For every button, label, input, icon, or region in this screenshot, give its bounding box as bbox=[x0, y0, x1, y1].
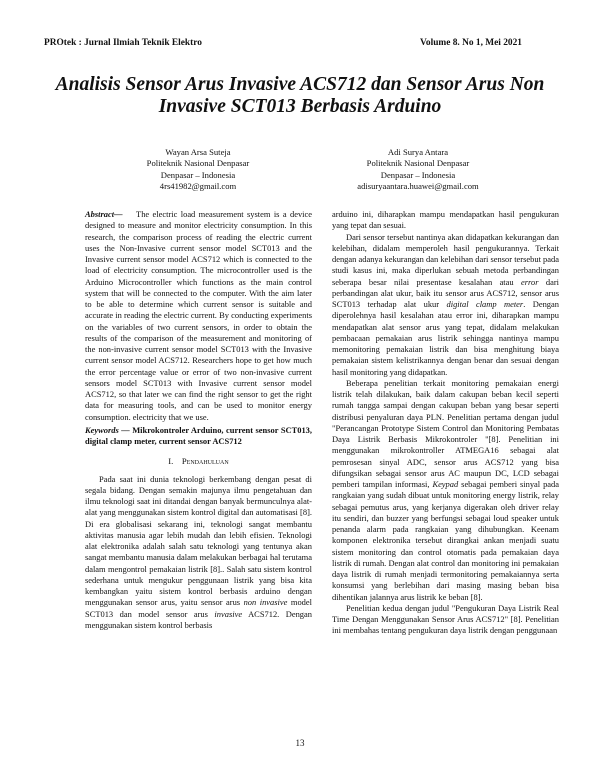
body-paragraph bbox=[332, 232, 559, 378]
author-name: Wayan Arsa Suteja bbox=[165, 147, 231, 157]
body-text: . Dengan diperolehnya hasil kesalahan atau error ini, diharapkan mampu mendapatkan alat sensor arus yang tepat, didalam melakukan pembacaan pemakaian arus listrik sehingga nantinya mampu memonitoring pemakaian listrik dan bisa menghitung biaya pemakaian sistem kelistrikannya dengan benar dan sesuai dengan hasil monitoring yang didapatkan. bbox=[332, 299, 559, 377]
body-text: Dari sensor tersebut nantinya akan didapatkan kekurangan dan kelebihan, didalam memperoleh hasil pengukurannya. Terkait dengan adanya kekurangan dan kelebihan dari sensor tersebut pada studi kasus ini, maka diperlukan sebuah metoda perbandingan seberapa besar nilai presentase kesalahan atau bbox=[332, 231, 559, 287]
section-number: I. bbox=[168, 456, 174, 467]
author-name: Adi Surya Antara bbox=[387, 147, 449, 157]
abstract-label: Abstract— bbox=[85, 209, 123, 219]
page-number: 13 bbox=[295, 738, 305, 748]
body-paragraph bbox=[332, 378, 559, 603]
section-title: Pendahuluan bbox=[181, 456, 229, 467]
right-column bbox=[332, 209, 559, 637]
intro-italic: non invasive bbox=[243, 597, 288, 608]
intro-paragraph bbox=[85, 474, 312, 632]
journal-name: PROtek : Jurnal Ilmiah Teknik Elektro bbox=[44, 38, 202, 48]
author-email: 4rs41982@gmail.com bbox=[159, 181, 237, 192]
author-email: adisuryaantara.huawei@gmail.com bbox=[357, 181, 479, 192]
intro-italic: invasive bbox=[214, 608, 243, 619]
body-italic: Keypad bbox=[432, 479, 459, 489]
abstract-text: The electric load measurement system is a device designed to measure and monitor electricity consumption. In this research, the comparison process of reading the electric current uses the Non-Invasive current sensor model SCT013 and the Invasive current sensor model ACS712 which is connected to the load of electricity consumption. The microcontroller used is the Arduino Microcontroller which functions as the main control system that will be connected to the computer. With the aim later to be able to determine which current sensor is suitable and accurate in reading the electric current. By conducting experiments on the variables of two current sensors, in order to obtain the results of the comparison of the measurement and monitoring of the non-invasive current sensor model SCT013 with the Invasive current sensor model ACS712. Researchers hope to get how much the error percentage value or error of two non-invasive current sensors model SCT013 with Invasive current sensor model ACS712, so that later we can find the right sensor to get the right data for measuring tools, and can be used to monitor energy consumption. electricity that we use. bbox=[85, 209, 312, 422]
author-block-1 bbox=[98, 147, 298, 193]
body-paragraph: arduino ini, diharapkan mampu mendapatkan hasil pengukuran yang tepat dan sesuai. bbox=[332, 209, 559, 231]
left-column bbox=[85, 209, 312, 631]
paper-title: Analisis Sensor Arus Invasive ACS712 dan Sensor Arus Non Invasive SCT013 Berbasis Arduino bbox=[55, 74, 545, 117]
section-heading bbox=[85, 456, 312, 467]
body-italic: digital clamp meter bbox=[446, 299, 524, 309]
author-affiliation: Politeknik Nasional Denpasar bbox=[366, 158, 470, 169]
keywords-label: Keywords — bbox=[85, 424, 130, 435]
keywords-text: Mikrokontroler Arduino, current sensor SCT013, digital clamp meter, current sensor ACS712 bbox=[85, 424, 313, 446]
author-block-2 bbox=[318, 147, 518, 193]
body-text: dari perbandingan alat ukur, baik itu sensor arus ACS712, sensor arus SCT013 terhadap alat ukur bbox=[332, 276, 560, 309]
intro-text: ACS712. Dengan menggunakan sistem kontrol berbasis bbox=[85, 608, 312, 630]
keywords bbox=[85, 425, 312, 448]
body-italic: error bbox=[521, 276, 539, 287]
author-location: Denpasar – Indonesia bbox=[160, 169, 236, 180]
intro-text: Pada saat ini dunia teknologi berkembang dengan pesat di segala bidang. Dengan semakin majunya ilmu pengetahuan dan ilmu teknologi saat ini ditandai dengan banyak bermunculnya alat-alat yang menggunakan sistem kontrol digital dan automatisasi [8]. Di era globalisasi sekarang ini, teknologi sangat membantu aktivitas manusia agar lebih mudah dan lebih efisien. Teknologi alat elektronika adalah salah satu teknologi yang tentunya akan sangat membantu manusia dalam melakukan berbagai hal terutama dalam mengontrol pemakaian listrik [8].. Salah satu sistem kontrol sederhana untuk mengukur penggunaan listrik yang bisa kita kembangkan yaitu sistem kontrol berbasis arduino dengan menggunakan sensor arus, yaitu sensor arus bbox=[85, 473, 312, 608]
abstract bbox=[85, 209, 312, 423]
volume-info: Volume 8. No 1, Mei 2021 bbox=[420, 38, 522, 48]
body-paragraph: Penelitian kedua dengan judul "Pengukuran Daya Listrik Real Time Dengan Menggunakan Sensor Arus ACS712" [8]. Penelitian ini membahas tentang pengukuran daya listrik dengan penggunaan bbox=[332, 602, 559, 636]
body-text: Beberapa penelitian terkait monitoring pemakaian energi listrik telah dilakukan, baik dalam cakupan beban kecil seperti rumah tangga sampai dengan cakupan beban yang besar seperti distribusi penyaluran daya PLN. Penelitian pertama dengan judul "Perancangan Prototype Sistem Control dan Monitoring Pembatas Daya Listrik Berbasis Mikrokontroler "[8]. Penelitian ini menggunakan mikrokontroller ATMEGA16 sebagai alat pemrosesan sinyal ADC, sensor arus ACS712 yang bisa difungsikan sebagai sensor arus AC maupun DC, LCD sebagai pemberi tampilan informasi, bbox=[332, 377, 559, 489]
intro-text: model SCT013 dan model sensor arus bbox=[85, 597, 312, 619]
author-affiliation: Politeknik Nasional Denpasar bbox=[146, 158, 250, 169]
body-text: sebagai pemberi sinyal pada rangkaian yang sudah dibuat untuk monitoring energy listrik, relay sebagai pemutus arus, yang kerjanya digerakan oleh driver relay itu sendiri, dan buzzer yang berfungsi sebagai loud speaker untuk penanda alarm pada rangkaian yang dihubungkan. Keenam komponen elektronika tersebut dirangkai ankan menjadi suatu sistem monitoring dan control otomatis pada pemakaian daya listrik di rumah. Dengan alat control dan monitoring ini pemakaian daya listrik di rumah menjadi termonitoring pemakaiannya serta konsumsi yang berlebihan dari masing masing beban bisa dihentikan jalannya arus listrik ke beban [8]. bbox=[332, 479, 559, 602]
author-location: Denpasar – Indonesia bbox=[380, 169, 456, 180]
